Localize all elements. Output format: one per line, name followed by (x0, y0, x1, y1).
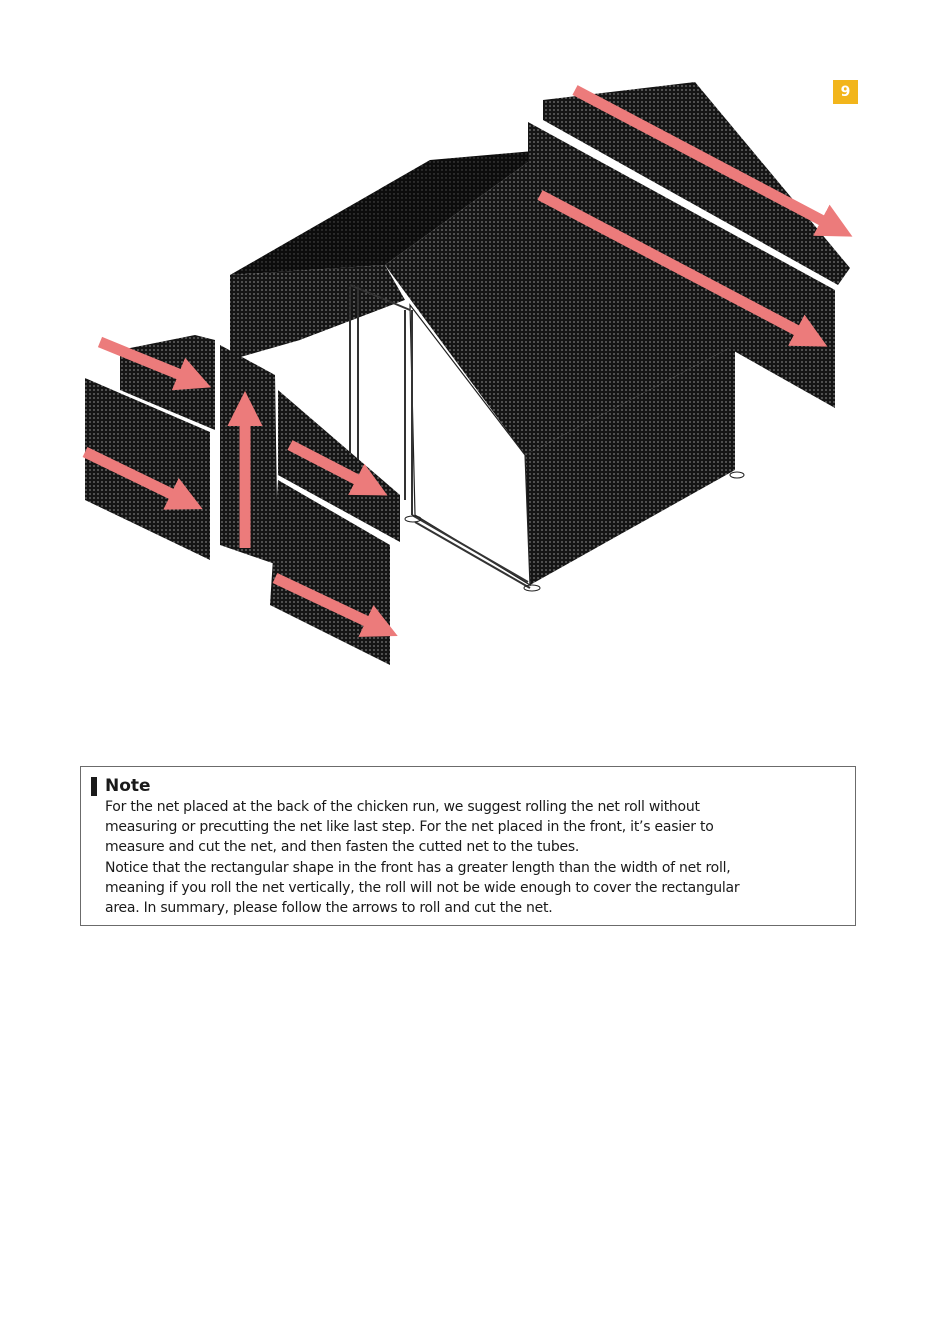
note-box (80, 766, 856, 926)
note-line: meaning if you roll the net vertically, the roll will not be wide enough to cover the rectangular (105, 879, 740, 896)
step-number-badge: 9 (833, 80, 858, 104)
note-line: measuring or precutting the net like last step. For the net placed in the front, it’s easier to (105, 819, 714, 836)
note-title: Note (105, 776, 151, 796)
note-line: For the net placed at the back of the chicken run, we suggest rolling the net roll without (105, 799, 700, 815)
note-line: measure and cut the net, and then fasten the cutted net to the tubes. (105, 839, 580, 856)
note-line: Notice that the rectangular shape in the front has a greater length than the width of net roll, (105, 859, 731, 876)
note-line: area. In summary, please follow the arrows to roll and cut the net. (105, 900, 553, 917)
note-marker-bar (91, 777, 97, 796)
